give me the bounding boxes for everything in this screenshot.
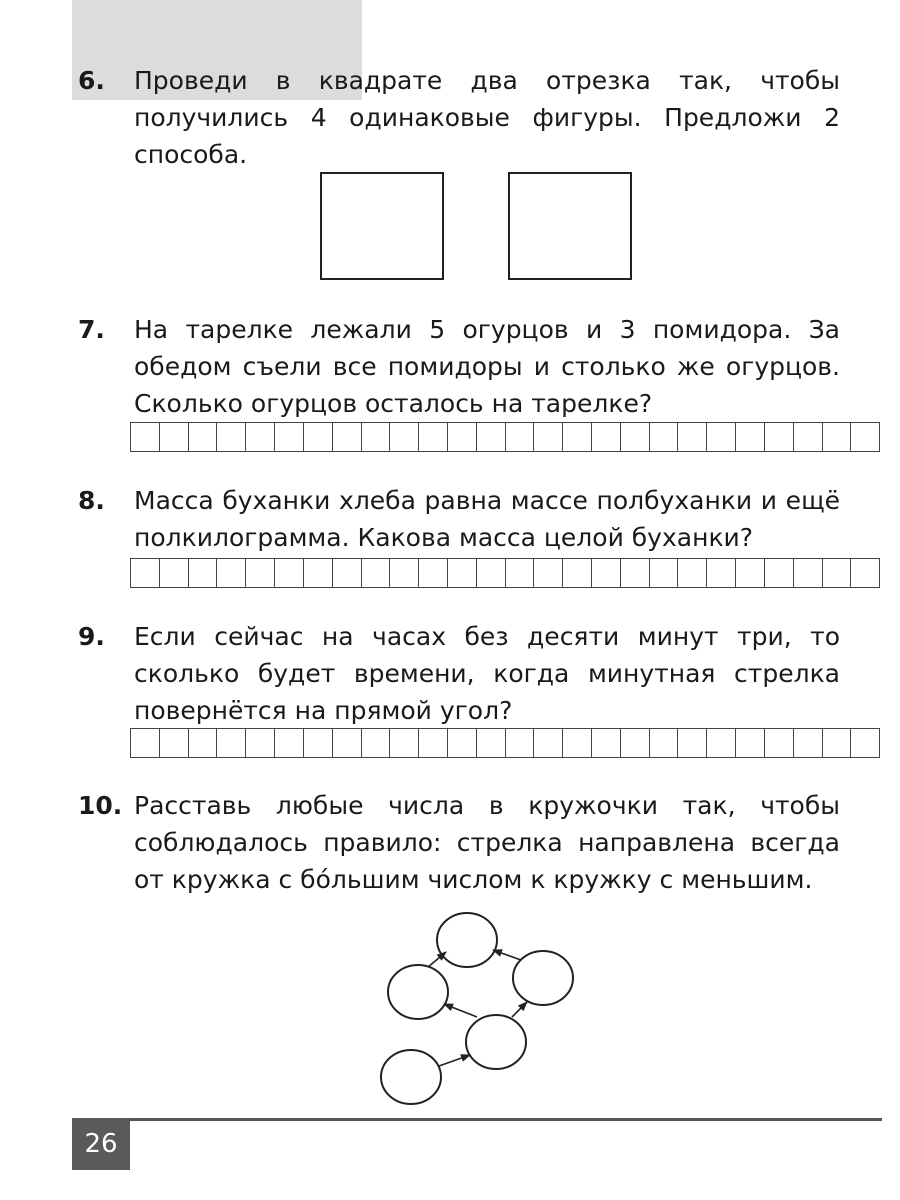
circle-top[interactable] bbox=[437, 913, 497, 967]
circle-bottom[interactable] bbox=[381, 1050, 441, 1104]
footer-rule bbox=[130, 1118, 882, 1121]
task-number: 8. bbox=[78, 486, 105, 515]
page-number: 26 bbox=[72, 1118, 130, 1170]
task-number: 9. bbox=[78, 622, 105, 651]
task-number: 10. bbox=[78, 791, 123, 820]
arrow-middle-to-left bbox=[444, 1004, 477, 1017]
task-number: 6. bbox=[78, 66, 105, 95]
circle-right[interactable] bbox=[513, 951, 573, 1005]
task-text: Расставь любые числа в кружочки так, чтобы соблюдалось правило: стрелка направлена всегда от кружка с бо́льшим числом к кружку с меньшим. bbox=[134, 791, 840, 894]
circle-left[interactable] bbox=[388, 965, 448, 1019]
task-text: Масса буханки хлеба равна массе полбуханки и ещё полкилограмма. Какова масса целой буханки? bbox=[134, 486, 840, 552]
arrow-left-to-top bbox=[428, 952, 446, 967]
task-text: Проведи в квадрате два отрезка так, чтобы получились 4 одинаковые фигуры. Предложи 2 способа. bbox=[134, 66, 840, 169]
arrow-bottom-to-middle bbox=[439, 1055, 470, 1066]
task-text: Если сейчас на часах без десяти минут три, то сколько будет времени, когда минутная стрелка повернётся на прямой угол? bbox=[134, 622, 840, 725]
task-number: 7. bbox=[78, 315, 105, 344]
arrow-right-to-top bbox=[493, 950, 521, 960]
arrow-middle-to-right bbox=[512, 1002, 527, 1017]
circle-middle[interactable] bbox=[466, 1015, 526, 1069]
task-text: На тарелке лежали 5 огурцов и 3 помидора. За обедом съели все помидоры и столько же огурцов. Сколько огурцов осталось на тарелке? bbox=[134, 315, 840, 418]
